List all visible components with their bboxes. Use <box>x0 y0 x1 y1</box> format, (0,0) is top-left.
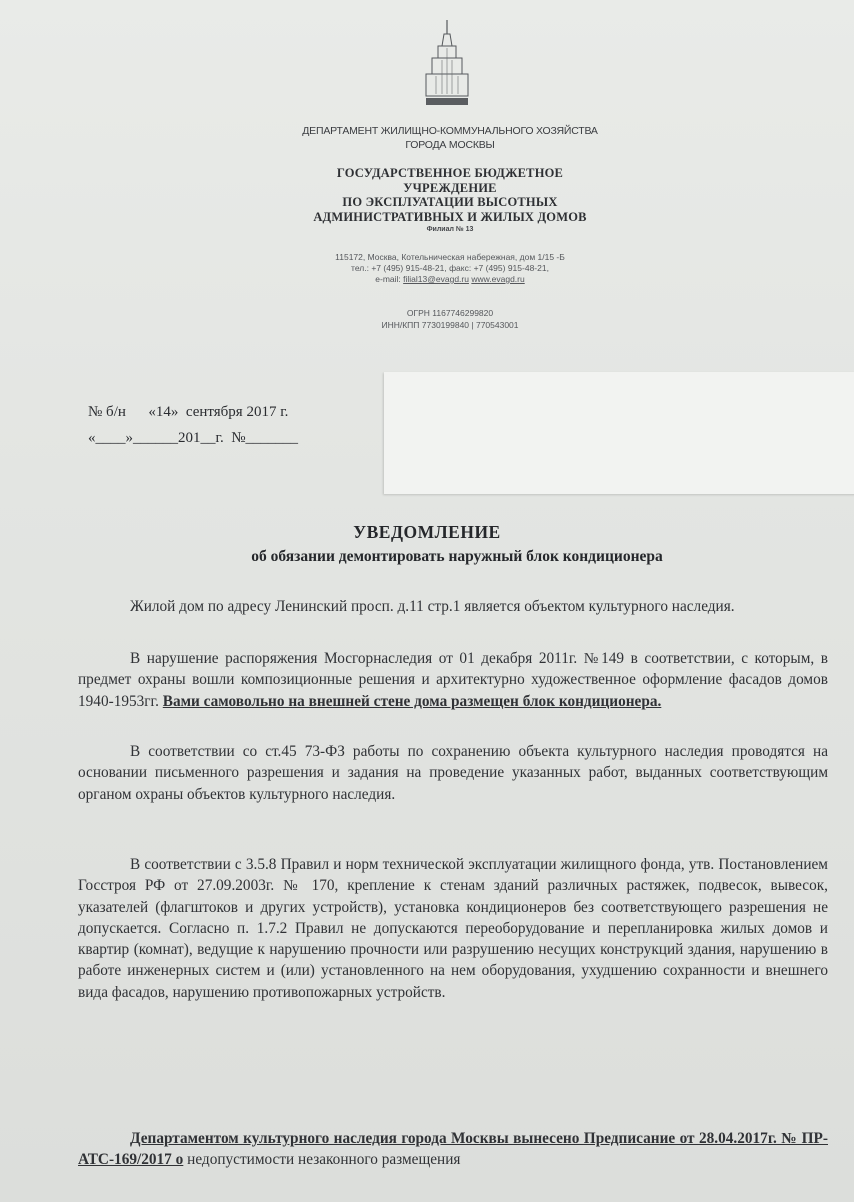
phone-fax: тел.: +7 (495) 915-48-21, факс: +7 (495) 915-48-21, <box>351 263 549 273</box>
organization-line-2: УЧРЕЖДЕНИЕ <box>403 180 497 195</box>
site-link[interactable]: www.evagd.ru <box>471 274 525 284</box>
paragraph-3 <box>78 741 828 805</box>
email-link[interactable]: filial13@evagd.ru <box>403 274 469 284</box>
organization-line-4: АДМИНИСТРАТИВНЫХ И ЖИЛЫХ ДОМОВ <box>313 209 587 224</box>
paragraph-4-text: В соответствии с 3.5.8 Правил и норм технической эксплуатации жилищного фонда, утв. Постановлением Госстроя РФ от 27.09.2003г. № 170, крепление к стенам зданий различных растяжек, подвесок, вывесок, указателей (флагштоков и других устройств), установка кондиционеров без соответствующего разрешения не допускается. Согласно п. 1.7.2 Правил не допускаются переоборудование и перепланировка жилых домов и квартир (комнат), ведущие к нарушению прочности или разрушению несущих конструкций здания, нарушению в работе инженерных систем и (или) установленного на нем оборудования, ухудшению сохранности и внешнего вида фасадов, нарушению противопожарных устройств. <box>78 856 828 1001</box>
paragraph-2 <box>78 648 828 712</box>
requisites-block <box>250 307 650 331</box>
contacts-block <box>250 252 650 285</box>
incoming-number-date: «____»______201__г. №_______ <box>88 430 299 446</box>
department-line-1: ДЕПАРТАМЕНТ ЖИЛИЩНО-КОММУНАЛЬНОГО ХОЗЯЙСТВА <box>302 125 598 137</box>
moscow-highrise-emblem-icon <box>422 20 472 106</box>
email-line <box>250 274 650 285</box>
paragraph-3-text: В соответствии со ст.45 73-ФЗ работы по сохранению объекта культурного наследия проводятся на основании письменного разрешения и задания на проведение указанных работ, выданных соответствующим органом охраны объектов культурного наследия. <box>78 743 828 803</box>
paragraph-2-emphasis: Вами самовольно на внешней стене дома размещен блок кондиционера. <box>162 692 662 710</box>
organization-name <box>250 166 650 224</box>
outgoing-number-date: № б/н «14» сентября 2017 г. <box>88 404 289 420</box>
organization-line-1: ГОСУДАРСТВЕННОЕ БЮДЖЕТНОЕ <box>336 166 564 180</box>
document-title: УВЕДОМЛЕНИЕ <box>353 522 501 542</box>
department-name <box>250 124 650 152</box>
paragraph-5-plain: недопустимости незаконного размещения <box>183 1151 461 1169</box>
inn-kpp: ИНН/КПП 7730199840 | 770543001 <box>381 320 519 330</box>
email-prefix: e-mail: <box>375 274 401 284</box>
branch-label: Филиал № 13 <box>426 226 474 233</box>
paragraph-4 <box>78 854 828 1003</box>
address: 115172, Москва, Котельническая набережная, дом 1/15 -Б <box>335 252 565 262</box>
paragraph-2-plain: В нарушение распоряжения Мосгорнаследия от 01 декабря 2011г. №149 в соответствии, с которым, в предмет охраны вошли композиционные решения и архитектурно художественное оформление фасадов домов 1940-1953гг. <box>78 650 828 710</box>
paragraph-1-text: Жилой дом по адресу Ленинский просп. д.11 стр.1 является объектом культурного наследия. <box>130 598 735 615</box>
paragraph-1 <box>78 596 828 617</box>
ogrn: ОГРН 1167746299820 <box>406 308 494 318</box>
organization-line-3: ПО ЭКСПЛУАТАЦИИ ВЫСОТНЫХ <box>342 195 558 209</box>
paragraph-5-text <box>78 1128 828 1171</box>
paragraph-5 <box>78 1128 828 1171</box>
department-line-2: ГОРОДА МОСКВЫ <box>405 139 495 151</box>
document-subtitle: об обязании демонтировать наружный блок кондиционера <box>251 548 663 565</box>
paragraph-2-text <box>78 648 828 712</box>
covered-addressee-area <box>384 372 854 494</box>
paragraph-5-emphasis: Департаментом культурного наследия города Москвы вынесено Предписание от 28.04.2017г. № ПР-АТС-169/2017 о <box>78 1130 828 1169</box>
